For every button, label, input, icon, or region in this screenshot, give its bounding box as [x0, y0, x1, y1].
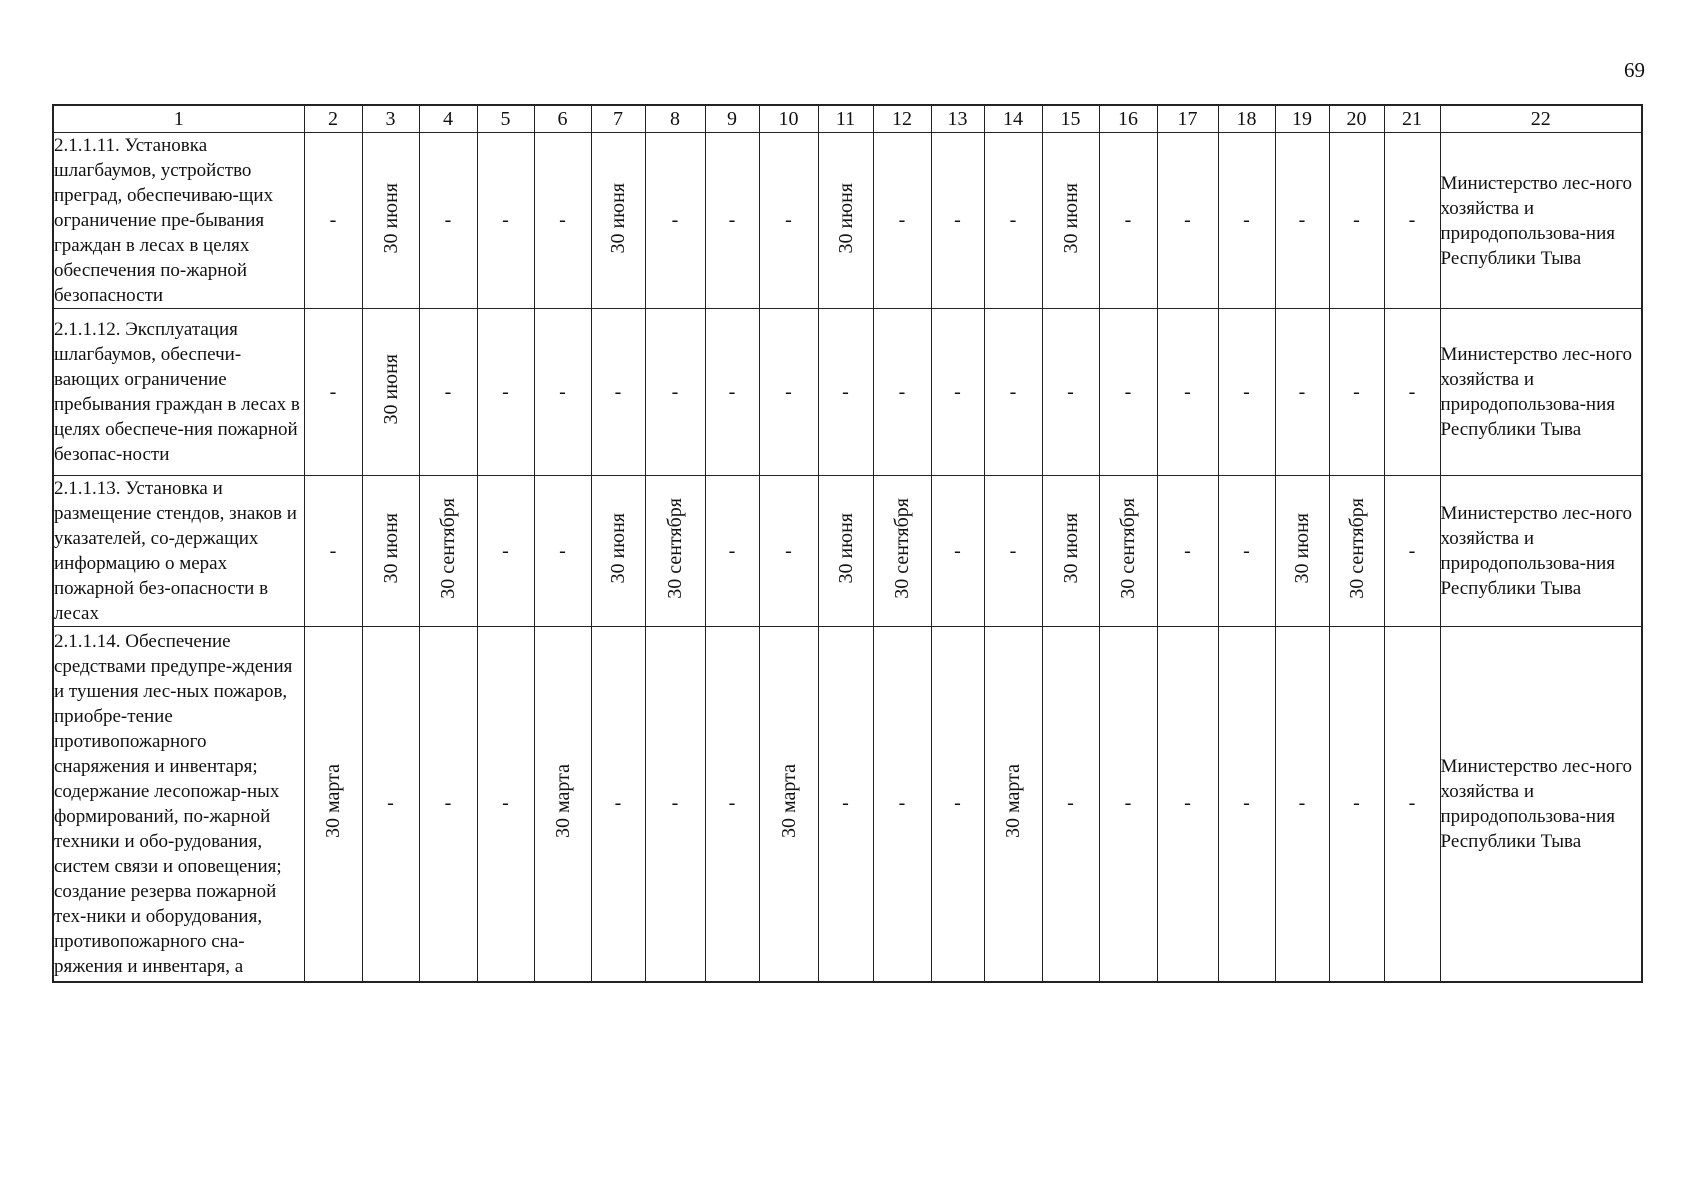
schedule-cell [984, 627, 1042, 982]
schedule-cell [304, 627, 362, 982]
schedule-cell [1099, 133, 1157, 309]
schedule-cell [645, 309, 705, 476]
empty-dash: - [1184, 380, 1191, 403]
schedule-cell [419, 309, 477, 476]
column-header-5: 5 [477, 105, 534, 133]
schedule-cell [1099, 476, 1157, 627]
empty-dash: - [1353, 209, 1360, 231]
schedule-cell [362, 476, 419, 627]
schedule-cell [1384, 133, 1440, 309]
empty-dash: - [329, 539, 337, 562]
task-description: 2.1.1.12. Эксплуатация шлагбаумов, обеспечи-вающих ограничение пребывания граждан в лесах в целях обеспече-ния пожарной безопас-ности [53, 309, 304, 476]
empty-dash: - [329, 380, 337, 403]
empty-dash: - [785, 209, 792, 231]
schedule-cell [1329, 133, 1384, 309]
schedule-cell [477, 476, 534, 627]
deadline-date: 30 июня [379, 354, 402, 425]
schedule-cell [1099, 309, 1157, 476]
schedule-cell [362, 627, 419, 982]
column-header-11: 11 [818, 105, 873, 133]
schedule-cell [705, 309, 759, 476]
deadline-date: 30 марта [551, 764, 574, 839]
empty-dash: - [1009, 380, 1017, 403]
schedule-cell [645, 133, 705, 309]
schedule-cell [1157, 627, 1218, 982]
empty-dash: - [1184, 792, 1191, 815]
schedule-cell [362, 309, 419, 476]
schedule-cell [1384, 627, 1440, 982]
schedule-cell [591, 133, 645, 309]
task-description: 2.1.1.11. Установка шлагбаумов, устройство преград, обеспечиваю-щих ограничение пре-бывания граждан в лесах в целях обеспечения по-жарной безопасности [53, 133, 304, 309]
empty-dash: - [502, 380, 509, 403]
empty-dash: - [1009, 209, 1017, 231]
schedule-cell [984, 133, 1042, 309]
schedule-cell [931, 309, 984, 476]
column-header-22: 22 [1440, 105, 1642, 133]
empty-dash: - [1067, 380, 1074, 403]
empty-dash: - [1124, 380, 1132, 403]
deadline-date: 30 марта [777, 764, 800, 839]
schedule-cell [419, 476, 477, 627]
empty-dash: - [444, 380, 452, 403]
schedule-cell [1384, 309, 1440, 476]
column-header-15: 15 [1042, 105, 1099, 133]
deadline-date: 30 марта [322, 764, 344, 839]
empty-dash: - [502, 792, 509, 815]
empty-dash: - [1184, 539, 1191, 562]
empty-dash: - [1124, 209, 1132, 231]
deadline-date: 30 июня [379, 513, 402, 584]
empty-dash: - [559, 209, 566, 231]
schedule-cell [1042, 309, 1099, 476]
column-header-10: 10 [759, 105, 818, 133]
schedule-cell [931, 133, 984, 309]
table-row [53, 309, 1642, 476]
schedule-cell [759, 133, 818, 309]
deadline-date: 30 сентября [1117, 498, 1139, 599]
empty-dash: - [444, 792, 452, 815]
responsible-executor: Министерство лес-ного хозяйства и природопользова-ния Республики Тыва [1440, 627, 1642, 982]
table-row [53, 627, 1642, 982]
schedule-cell [304, 309, 362, 476]
empty-dash: - [785, 539, 792, 562]
empty-dash: - [1243, 380, 1250, 403]
schedule-cell [705, 133, 759, 309]
empty-dash: - [329, 209, 337, 231]
empty-dash: - [728, 209, 736, 231]
schedule-cell [818, 133, 873, 309]
empty-dash: - [1353, 792, 1360, 815]
schedule-cell [818, 309, 873, 476]
schedule-cell [477, 309, 534, 476]
schedule-cell [873, 476, 931, 627]
responsible-executor: Министерство лес-ного хозяйства и природопользова-ния Республики Тыва [1440, 476, 1642, 627]
deadline-date: 30 марта [1002, 764, 1024, 839]
schedule-cell [645, 476, 705, 627]
empty-dash: - [898, 380, 906, 403]
empty-dash: - [954, 792, 961, 815]
schedule-cell [931, 476, 984, 627]
empty-dash: - [842, 380, 849, 403]
empty-dash: - [614, 792, 622, 815]
empty-dash: - [671, 209, 679, 231]
empty-dash: - [898, 792, 906, 815]
deadline-date: 30 июня [607, 182, 629, 254]
schedule-cell [705, 627, 759, 982]
empty-dash: - [1184, 209, 1191, 231]
schedule-cell [759, 627, 818, 982]
schedule-cell [1218, 309, 1275, 476]
empty-dash: - [502, 539, 509, 562]
schedule-cell [1218, 476, 1275, 627]
schedule-cell [873, 627, 931, 982]
deadline-date: 30 сентября [891, 498, 913, 599]
column-header-8: 8 [645, 105, 705, 133]
column-header-19: 19 [1275, 105, 1329, 133]
schedule-cell [591, 627, 645, 982]
schedule-cell [1157, 133, 1218, 309]
schedule-cell [1042, 476, 1099, 627]
column-header-3: 3 [362, 105, 419, 133]
schedule-cell [419, 133, 477, 309]
schedule-cell [419, 627, 477, 982]
column-header-20: 20 [1329, 105, 1384, 133]
schedule-cell [1099, 627, 1157, 982]
deadline-date: 30 сентября [1345, 498, 1368, 599]
schedule-cell [1275, 309, 1329, 476]
responsible-executor: Министерство лес-ного хозяйства и природопользова-ния Республики Тыва [1440, 133, 1642, 309]
schedule-cell [931, 627, 984, 982]
empty-dash: - [671, 380, 679, 403]
schedule-cell [1329, 476, 1384, 627]
empty-dash: - [1243, 209, 1250, 231]
task-description: 2.1.1.13. Установка и размещение стендов, знаков и указателей, со-держащих информацию о мерах пожарной без-опасности в лесах [53, 476, 304, 627]
column-header-21: 21 [1384, 105, 1440, 133]
empty-dash: - [1353, 380, 1360, 403]
empty-dash: - [614, 380, 622, 403]
schedule-cell [477, 627, 534, 982]
schedule-cell [534, 476, 591, 627]
table-row [53, 133, 1642, 309]
schedule-cell [1157, 476, 1218, 627]
schedule-cell [304, 476, 362, 627]
header-row [53, 105, 1642, 133]
schedule-cell [984, 309, 1042, 476]
empty-dash: - [1298, 209, 1306, 231]
schedule-cell [1275, 133, 1329, 309]
deadline-date: 30 июня [834, 513, 857, 584]
schedule-cell [362, 133, 419, 309]
schedule-cell [1042, 627, 1099, 982]
schedule-cell [477, 133, 534, 309]
column-header-4: 4 [419, 105, 477, 133]
schedule-cell [984, 476, 1042, 627]
empty-dash: - [898, 209, 906, 231]
schedule-cell [759, 476, 818, 627]
schedule-cell [534, 627, 591, 982]
empty-dash: - [1124, 792, 1132, 815]
table-row [53, 476, 1642, 627]
column-header-17: 17 [1157, 105, 1218, 133]
empty-dash: - [1408, 792, 1416, 815]
schedule-cell [705, 476, 759, 627]
schedule-cell [1218, 627, 1275, 982]
empty-dash: - [728, 792, 736, 815]
column-header-14: 14 [984, 105, 1042, 133]
deadline-date: 30 июня [1059, 182, 1082, 254]
empty-dash: - [1408, 209, 1416, 231]
empty-dash: - [1298, 792, 1306, 815]
schedule-cell [818, 476, 873, 627]
deadline-date: 30 июня [1059, 513, 1082, 584]
schedule-cell [759, 309, 818, 476]
task-description: 2.1.1.14. Обеспечение средствами предупре-ждения и тушения лес-ных пожаров, приобре-тение противопожарного снаряжения и инвентаря; содержание лесопожар-ных формирований, по-жарной техники и обо-рудования, систем связи и оповещения; создание резерва пожарной тех-ники и оборудования, противопожарного сна-ряжения и инвентаря, а [53, 627, 304, 982]
empty-dash: - [387, 792, 394, 815]
schedule-cell [1329, 627, 1384, 982]
empty-dash: - [559, 380, 566, 403]
empty-dash: - [728, 539, 736, 562]
schedule-cell [1157, 309, 1218, 476]
page-number: 69 [1624, 58, 1645, 82]
deadline-date: 30 июня [607, 513, 629, 584]
deadline-date: 30 сентября [437, 498, 459, 599]
empty-dash: - [785, 380, 792, 403]
empty-dash: - [728, 380, 736, 403]
empty-dash: - [1298, 380, 1306, 403]
column-header-7: 7 [591, 105, 645, 133]
schedule-cell [818, 627, 873, 982]
deadline-date: 30 сентября [664, 498, 686, 599]
responsible-executor: Министерство лес-ного хозяйства и природопользова-ния Республики Тыва [1440, 309, 1642, 476]
column-header-2: 2 [304, 105, 362, 133]
schedule-cell [304, 133, 362, 309]
column-header-16: 16 [1099, 105, 1157, 133]
schedule-cell [873, 133, 931, 309]
deadline-date: 30 июня [1291, 513, 1313, 584]
schedule-cell [1329, 309, 1384, 476]
empty-dash: - [559, 539, 566, 562]
deadline-date: 30 июня [379, 182, 402, 254]
column-header-6: 6 [534, 105, 591, 133]
column-header-13: 13 [931, 105, 984, 133]
empty-dash: - [1408, 380, 1416, 403]
schedule-cell [591, 309, 645, 476]
schedule-cell [1384, 476, 1440, 627]
schedule-cell [1275, 476, 1329, 627]
schedule-cell [591, 476, 645, 627]
column-header-9: 9 [705, 105, 759, 133]
empty-dash: - [954, 380, 961, 403]
empty-dash: - [1243, 792, 1250, 815]
schedule-cell [645, 627, 705, 982]
schedule-cell [873, 309, 931, 476]
column-header-1: 1 [53, 105, 304, 133]
schedule-table [52, 104, 1643, 983]
schedule-cell [1042, 133, 1099, 309]
schedule-cell [1218, 133, 1275, 309]
column-header-18: 18 [1218, 105, 1275, 133]
schedule-cell [534, 133, 591, 309]
empty-dash: - [954, 539, 961, 562]
empty-dash: - [1408, 539, 1416, 562]
empty-dash: - [502, 209, 509, 231]
empty-dash: - [444, 209, 452, 231]
empty-dash: - [842, 792, 849, 815]
schedule-cell [1275, 627, 1329, 982]
deadline-date: 30 июня [834, 182, 857, 254]
column-header-12: 12 [873, 105, 931, 133]
empty-dash: - [1067, 792, 1074, 815]
empty-dash: - [1009, 539, 1017, 562]
empty-dash: - [954, 209, 961, 231]
empty-dash: - [1243, 539, 1250, 562]
empty-dash: - [671, 792, 679, 815]
schedule-cell [534, 309, 591, 476]
